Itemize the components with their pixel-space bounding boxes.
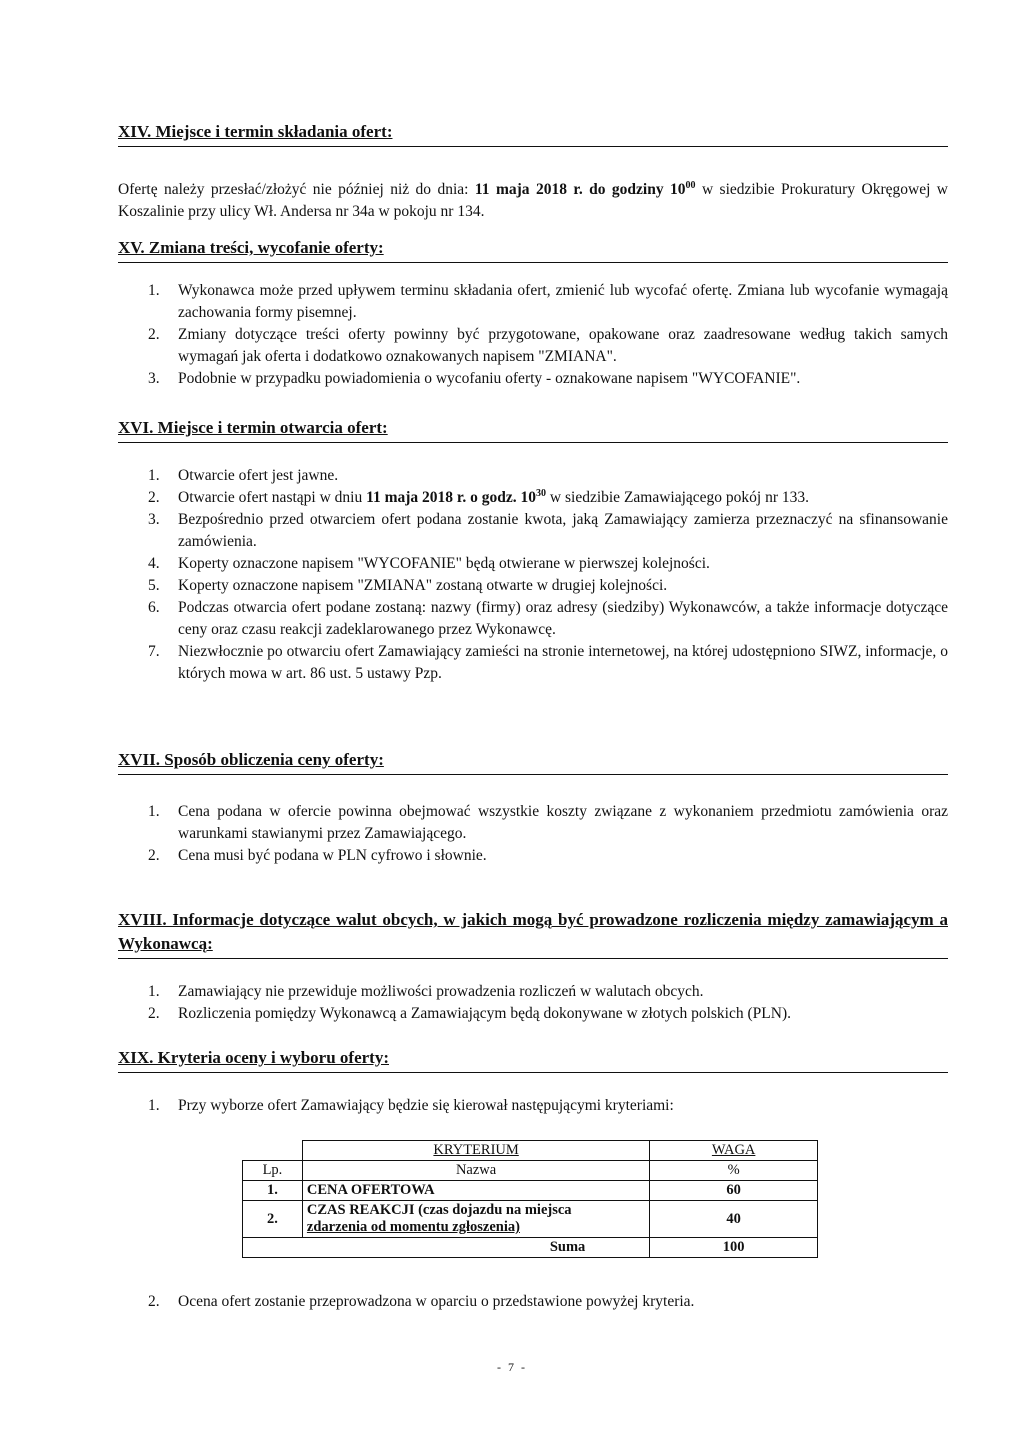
list-item: 1. Wykonawca może przed upływem terminu składania ofert, zmienić lub wycofać ofertę. Zmiana lub wycofanie wymagają zachowania formy pisemnej. xyxy=(148,282,948,321)
list-item: 2. Cena musi być podana w PLN cyfrowo i słownie. xyxy=(148,847,487,864)
table-cell-name xyxy=(302,1201,649,1238)
table-header-waga: WAGA xyxy=(650,1141,818,1161)
section-xix-title: XIX. Kryteria oceny i wyboru oferty: xyxy=(118,1046,948,1073)
section-xvii xyxy=(118,748,948,867)
table-header-lp: Lp. xyxy=(243,1161,303,1181)
section-xvi-list xyxy=(118,465,948,685)
section-xix-list-2 xyxy=(118,1291,948,1313)
table-cell-name: CENA OFERTOWA xyxy=(302,1181,649,1201)
list-item: 2. Ocena ofert zostanie przeprowadzona w oparciu o przedstawione powyżej kryteria. xyxy=(148,1293,695,1310)
table-header-nazwa: Nazwa xyxy=(302,1161,649,1181)
table-cell-lp: 2. xyxy=(243,1201,303,1238)
list-item: 1. Zamawiający nie przewiduje możliwości prowadzenia rozliczeń w walutach obcych. xyxy=(148,983,704,1000)
table-row xyxy=(243,1141,818,1161)
section-xix-after-table xyxy=(118,1291,948,1313)
section-xv xyxy=(118,236,948,390)
criteria-table xyxy=(242,1140,818,1258)
section-xiv-title: XIV. Miejsce i termin składania ofert: xyxy=(118,120,948,147)
list-item: 4. Koperty oznaczone napisem "WYCOFANIE" będą otwierane w pierwszej kolejności. xyxy=(148,555,710,572)
list-item: 1. Otwarcie ofert jest jawne. xyxy=(148,467,339,484)
table-header-kryterium: KRYTERIUM xyxy=(302,1141,649,1161)
list-item: 6. Podczas otwarcia ofert podane zostaną: nazwy (firmy) oraz adresy (siedziby) Wykonawców, a także informacje dotyczące ceny oraz czasu reakcji zadeklarowanego przez Wykonawcę. xyxy=(148,599,948,638)
list-item: 1. Cena podana w ofercie powinna obejmować wszystkie koszty związane z wykonaniem przedmiotu zamówienia oraz warunkami stawianymi przez Zamawiającego. xyxy=(148,803,948,842)
list-item: 2. Zmiany dotyczące treści oferty powinny być przygotowane, opakowane oraz zaadresowane według takich samych wymagań jak oferta i dodatkowo oznakowanych napisem "ZMIANA". xyxy=(148,326,948,365)
section-xv-title: XV. Zmiana treści, wycofanie oferty: xyxy=(118,236,948,263)
table-row xyxy=(243,1238,818,1258)
section-xviii-title: XVIII. Informacje dotyczące walut obcych, w jakich mogą być prowadzone rozliczenia między zamawiającym a Wykonawcą: xyxy=(118,908,948,959)
list-item: 5. Koperty oznaczone napisem "ZMIANA" zostaną otwarte w drugiej kolejności. xyxy=(148,577,668,594)
table-cell-lp: 1. xyxy=(243,1181,303,1201)
page-number: - 7 - xyxy=(497,1360,527,1374)
table-cell-name-line1: CZAS REAKCJI (czas dojazdu na miejsca xyxy=(306,1202,572,1218)
section-xviii xyxy=(118,908,948,1025)
list-item: 7. Niezwłocznie po otwarciu ofert Zamawiający zamieści na stronie internetowej, na której udostępniono SIWZ, informacje, o których mowa w art. 86 ust. 5 ustawy Pzp. xyxy=(148,643,948,682)
list-item: 2. Otwarcie ofert nastąpi w dniu 11 maja 2018 r. o godz. $10^{30}$ w siedzibie Zamawiającego pokój nr 133. xyxy=(148,488,810,506)
table-sum-value: 100 xyxy=(650,1238,818,1258)
section-xvi xyxy=(118,416,948,685)
section-xviii-list xyxy=(118,981,948,1025)
table-header-percent: % xyxy=(650,1161,818,1181)
table-cell-weight: 60 xyxy=(650,1181,818,1201)
section-xiv xyxy=(118,120,948,223)
list-item: 2. Rozliczenia pomiędzy Wykonawcą a Zamawiającym będą dokonywane w złotych polskich (PLN). xyxy=(148,1005,791,1022)
table-cell-name-line2: zdarzenia od momentu zgłoszenia) xyxy=(306,1219,520,1235)
section-xix xyxy=(118,1046,948,1117)
table-row xyxy=(243,1161,818,1181)
list-item: 3. Podobnie w przypadku powiadomienia o wycofaniu oferty - oznakowane napisem "WYCOFANIE". xyxy=(148,370,801,387)
section-xix-list xyxy=(118,1095,948,1117)
table-row xyxy=(243,1201,818,1238)
section-xv-list xyxy=(118,280,948,390)
table-cell-weight: 40 xyxy=(650,1201,818,1238)
table-sum-label: Suma xyxy=(302,1238,649,1258)
section-xvi-title: XVI. Miejsce i termin otwarcia ofert: xyxy=(118,416,948,443)
section-xvii-list xyxy=(118,801,948,867)
section-xiv-paragraph: Ofertę należy przesłać/złożyć nie później niż do dnia: 11 maja 2018 r. do godziny $10^{00}$ w siedzibie Prokuratury Okręgowej w Koszalinie przy ulicy Wł. Andersa nr 34a w pokoju nr 134. xyxy=(118,180,948,220)
list-item: 1. Przy wyborze ofert Zamawiający będzie się kierował następującymi kryteriami: xyxy=(148,1097,674,1114)
table-row xyxy=(243,1181,818,1201)
section-xvii-title: XVII. Sposób obliczenia ceny oferty: xyxy=(118,748,948,775)
list-item: 3. Bezpośrednio przed otwarciem ofert podana zostanie kwota, jaką Zamawiający zamierza przeznaczyć na sfinansowanie zamówienia. xyxy=(148,511,948,550)
